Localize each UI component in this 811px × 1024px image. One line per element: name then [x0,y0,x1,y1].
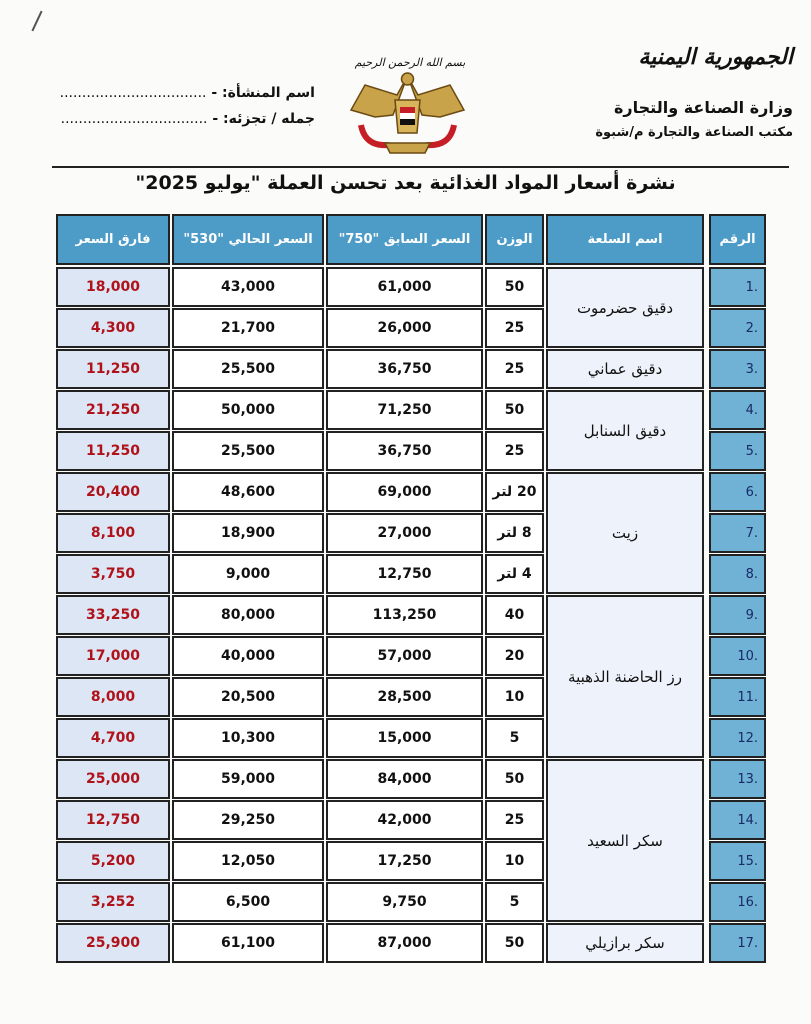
header-price-difference: فارق السعر [56,214,170,265]
current-price-cell: 61,100 [172,923,324,963]
weight-cell: 5 [485,882,544,922]
product-name-cell: زيت [546,472,704,594]
product-name-cell: دقيق عماني [546,349,704,389]
previous-price-cell: 42,000 [326,800,483,840]
price-difference-cell: 25,000 [56,759,170,799]
weight-cell: 50 [485,759,544,799]
facility-info [55,85,315,137]
yemen-eagle-emblem [345,55,470,160]
price-difference-cell: 12,750 [56,800,170,840]
header-previous-price: السعر السابق "750" [326,214,483,265]
row-number-cell: 17. [709,923,766,963]
facility-name-label: اسم المنشأة: - [211,85,315,101]
current-price-cell: 10,300 [172,718,324,758]
previous-price-cell: 84,000 [326,759,483,799]
previous-price-cell: 87,000 [326,923,483,963]
wholesale-retail-field [55,111,315,127]
price-difference-cell: 8,000 [56,677,170,717]
row-number-cell: 8. [709,554,766,594]
row-number-cell: 15. [709,841,766,881]
header-product-name: اسم السلعة [546,214,704,265]
current-price-cell: 12,050 [172,841,324,881]
price-difference-cell: 3,750 [56,554,170,594]
header-weight: الوزن [485,214,544,265]
wholesale-retail-dots: ................................. [60,111,208,127]
price-difference-cell: 17,000 [56,636,170,676]
row-number-cell: 1. [709,267,766,307]
office-name: مكتب الصناعة والتجارة م/شبوة [595,125,793,140]
previous-price-cell: 71,250 [326,390,483,430]
current-price-cell: 18,900 [172,513,324,553]
row-number-cell: 4. [709,390,766,430]
weight-cell: 20 لتر [485,472,544,512]
weight-cell: 40 [485,595,544,635]
price-difference-cell: 25,900 [56,923,170,963]
bulletin-title: نشرة أسعار المواد الغذائية بعد تحسن العملة "يوليو 2025" [135,172,676,194]
weight-cell: 8 لتر [485,513,544,553]
previous-price-cell: 61,000 [326,267,483,307]
weight-cell: 50 [485,923,544,963]
price-difference-cell: 18,000 [56,267,170,307]
current-price-cell: 50,000 [172,390,324,430]
product-name-cell: سكر برازيلي [546,923,704,963]
price-difference-cell: 11,250 [56,431,170,471]
weight-cell: 4 لتر [485,554,544,594]
product-name-cell: دقيق حضرموت [546,267,704,348]
product-name-cell: رز الحاضنة الذهبية [546,595,704,758]
previous-price-cell: 36,750 [326,431,483,471]
row-number-cell: 2. [709,308,766,348]
current-price-cell: 9,000 [172,554,324,594]
current-price-cell: 25,500 [172,431,324,471]
current-price-cell: 29,250 [172,800,324,840]
row-number-cell: 13. [709,759,766,799]
price-difference-cell: 5,200 [56,841,170,881]
weight-cell: 25 [485,431,544,471]
current-price-cell: 43,000 [172,267,324,307]
price-difference-cell: 21,250 [56,390,170,430]
previous-price-cell: 12,750 [326,554,483,594]
price-difference-cell: 4,300 [56,308,170,348]
weight-cell: 5 [485,718,544,758]
current-price-cell: 6,500 [172,882,324,922]
weight-cell: 10 [485,841,544,881]
previous-price-cell: 17,250 [326,841,483,881]
weight-cell: 25 [485,349,544,389]
current-price-cell: 20,500 [172,677,324,717]
weight-cell: 50 [485,390,544,430]
weight-cell: 10 [485,677,544,717]
facility-name-field [55,85,315,101]
price-difference-cell: 4,700 [56,718,170,758]
previous-price-cell: 36,750 [326,349,483,389]
price-difference-cell: 3,252 [56,882,170,922]
basmala: بسم الله الرحمن الرحيم [354,56,466,69]
header-divider [52,166,789,168]
previous-price-cell: 69,000 [326,472,483,512]
price-table [56,214,768,964]
previous-price-cell: 28,500 [326,677,483,717]
current-price-cell: 40,000 [172,636,324,676]
row-number-cell: 10. [709,636,766,676]
row-number-cell: 12. [709,718,766,758]
header-current-price: السعر الحالي "530" [172,214,324,265]
ministry-header [553,40,793,140]
row-number-cell: 6. [709,472,766,512]
previous-price-cell: 9,750 [326,882,483,922]
product-name-cell: سكر السعيد [546,759,704,922]
weight-cell: 50 [485,267,544,307]
row-number-cell: 5. [709,431,766,471]
scan-mark [31,11,42,32]
previous-price-cell: 113,250 [326,595,483,635]
republic-name: الجمهورية اليمنية [638,44,793,70]
weight-cell: 25 [485,800,544,840]
price-difference-cell: 8,100 [56,513,170,553]
current-price-cell: 25,500 [172,349,324,389]
price-difference-cell: 33,250 [56,595,170,635]
weight-cell: 25 [485,308,544,348]
row-number-cell: 16. [709,882,766,922]
row-number-cell: 9. [709,595,766,635]
previous-price-cell: 15,000 [326,718,483,758]
row-number-cell: 7. [709,513,766,553]
current-price-cell: 21,700 [172,308,324,348]
previous-price-cell: 26,000 [326,308,483,348]
row-number-cell: 14. [709,800,766,840]
current-price-cell: 48,600 [172,472,324,512]
row-number-cell: 3. [709,349,766,389]
previous-price-cell: 57,000 [326,636,483,676]
current-price-cell: 59,000 [172,759,324,799]
price-difference-cell: 20,400 [56,472,170,512]
row-number-cell: 11. [709,677,766,717]
price-difference-cell: 11,250 [56,349,170,389]
weight-cell: 20 [485,636,544,676]
previous-price-cell: 27,000 [326,513,483,553]
wholesale-retail-label: جمله / تجزئه: - [212,111,315,127]
current-price-cell: 80,000 [172,595,324,635]
facility-name-dots: ................................. [59,85,207,101]
ministry-name: وزارة الصناعة والتجارة [613,98,793,117]
header-row-number: الرقم [709,214,766,265]
product-name-cell: دقيق السنابل [546,390,704,471]
